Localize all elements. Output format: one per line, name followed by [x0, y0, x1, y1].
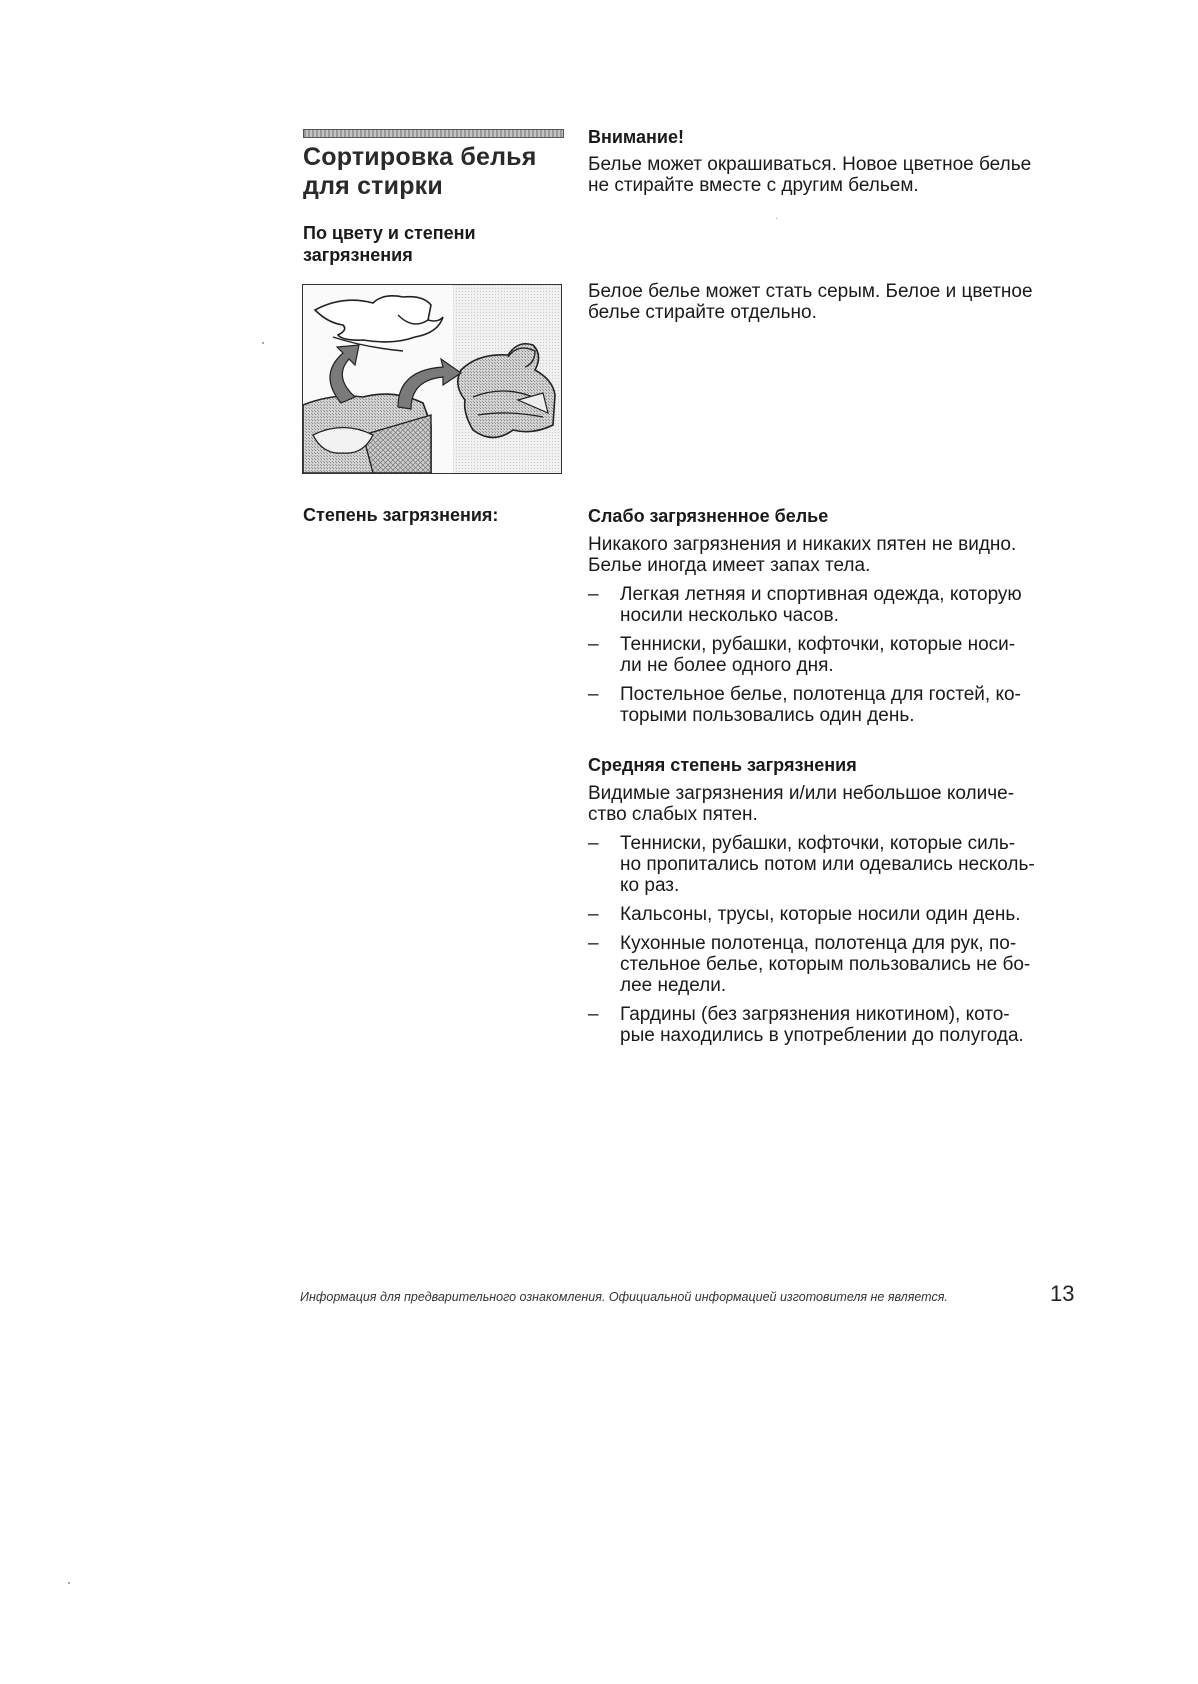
laundry-sorting-illustration	[302, 284, 562, 474]
section-title-line2: для стирки	[303, 172, 443, 200]
list-item-line: стельное белье, которым пользовались не бо-	[620, 954, 1031, 975]
light-soiling-list	[588, 584, 1088, 726]
list-item-line: Тенниски, рубашки, кофточки, которые силь-	[620, 833, 1016, 854]
list-item-line: Легкая летняя и спортивная одежда, которую	[620, 584, 1022, 605]
medium-soiling-heading: Средняя степень загрязнения	[588, 755, 857, 775]
section-title	[303, 143, 583, 201]
list-item	[588, 904, 1088, 925]
white-laundry-note	[588, 281, 1088, 323]
attention-text	[588, 154, 1088, 196]
list-item	[588, 833, 1088, 896]
list-item-line: ли не более одного дня.	[620, 655, 834, 676]
attention-heading: Внимание!	[588, 127, 684, 147]
bullet-dash: –	[588, 833, 599, 854]
bullet-dash: –	[588, 634, 599, 655]
subheading	[303, 222, 563, 266]
list-item	[588, 684, 1088, 726]
subheading-line2: загрязнения	[303, 245, 413, 265]
bullet-dash: –	[588, 1004, 599, 1025]
attention-block	[588, 126, 1088, 196]
light-soiling-section	[588, 505, 1088, 726]
attention-text-line1: Белье может окрашиваться. Новое цветное белье	[588, 154, 1032, 175]
soiling-degree-label: Степень загрязнения:	[303, 505, 499, 525]
bullet-dash: –	[588, 684, 599, 705]
list-item-line: лее недели.	[620, 975, 727, 996]
scan-speck	[776, 218, 777, 219]
list-item-line: Кальсоны, трусы, которые носили один день.	[620, 904, 1021, 925]
list-item	[588, 933, 1088, 996]
medium-intro-line1: Видимые загрязнения и/или небольшое количе-	[588, 783, 1015, 804]
medium-soiling-section	[588, 754, 1088, 1046]
bullet-dash: –	[588, 904, 599, 925]
scan-speck	[68, 1582, 70, 1584]
section-rule	[303, 129, 564, 138]
light-intro-line2: Белье иногда имеет запах тела.	[588, 555, 871, 576]
list-item-line: рые находились в употреблении до полугода.	[620, 1025, 1024, 1046]
section-title-line1: Сортировка белья	[303, 143, 537, 171]
list-item	[588, 1004, 1088, 1046]
list-item-line: Гардины (без загрязнения никотином), кото-	[620, 1004, 1010, 1025]
bullet-dash: –	[588, 584, 599, 605]
medium-intro-line2: ство слабых пятен.	[588, 804, 758, 825]
list-item	[588, 584, 1088, 626]
subheading-line1: По цвету и степени	[303, 223, 476, 243]
white-note-line1: Белое белье может стать серым. Белое и цветное	[588, 281, 1033, 302]
list-item-line: но пропитались потом или одевались несколь-	[620, 854, 1035, 875]
light-intro-line1: Никакого загрязнения и никаких пятен не видно.	[588, 534, 1017, 555]
footer-disclaimer: Информация для предварительного ознакомления. Официальной информацией изготовителя не является.	[300, 1290, 948, 1304]
medium-soiling-list	[588, 833, 1088, 1046]
medium-soiling-intro	[588, 783, 1088, 825]
list-item-line: Кухонные полотенца, полотенца для рук, по-	[620, 933, 1017, 954]
attention-text-line2: не стирайте вместе с другим бельем.	[588, 175, 919, 196]
list-item-line: торыми пользовались один день.	[620, 705, 915, 726]
light-soiling-heading: Слабо загрязненное белье	[588, 506, 829, 526]
laundry-illustration-icon	[303, 285, 561, 473]
scan-speck	[262, 342, 264, 344]
list-item	[588, 634, 1088, 676]
page-number: 13	[1050, 1281, 1075, 1306]
list-item-line: Тенниски, рубашки, кофточки, которые носи-	[620, 634, 1016, 655]
list-item-line: Постельное белье, полотенца для гостей, ко-	[620, 684, 1021, 705]
white-note-line2: белье стирайте отдельно.	[588, 302, 817, 323]
list-item-line: носили несколько часов.	[620, 605, 839, 626]
light-soiling-intro	[588, 534, 1088, 576]
list-item-line: ко раз.	[620, 875, 680, 896]
bullet-dash: –	[588, 933, 599, 954]
